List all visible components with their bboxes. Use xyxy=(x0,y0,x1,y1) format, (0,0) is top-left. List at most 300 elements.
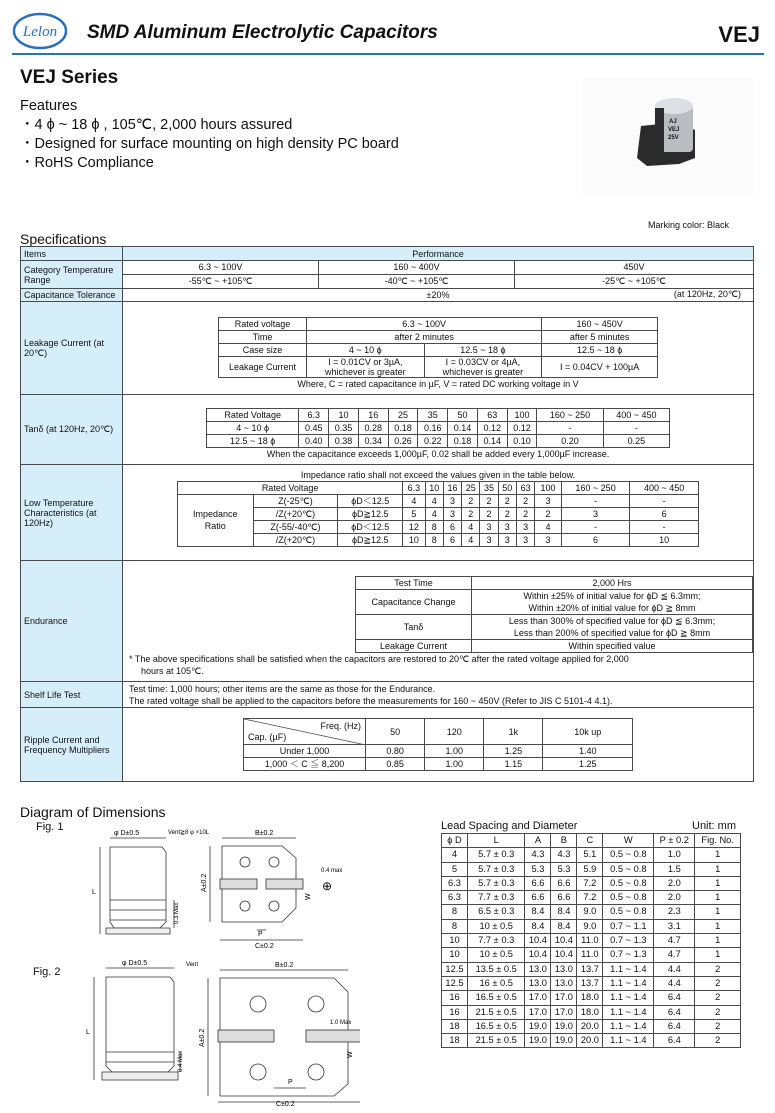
table-cell: ϕ D xyxy=(442,834,468,848)
tand-row xyxy=(21,395,754,465)
table-cell: 4 xyxy=(403,494,425,507)
table-cell: 6 xyxy=(561,533,630,546)
max-label: 1.0 Max xyxy=(330,1020,352,1026)
l-label: L xyxy=(86,1029,90,1036)
table-cell: 12 xyxy=(403,520,425,533)
table-cell: 1.1 ~ 1.4 xyxy=(603,962,654,976)
shelf-line: Test time: 1,000 hours; other items are the same as those for the Endurance. xyxy=(129,683,436,694)
table-cell: 1 xyxy=(695,934,741,948)
table-cell: 1 xyxy=(695,905,741,919)
table-cell: 1 xyxy=(695,891,741,905)
table-cell: 160 ~ 250 xyxy=(561,481,630,494)
table-cell: - xyxy=(537,421,603,434)
lowtemp-intro: Impedance ratio shall not exceed the values given in the table below. xyxy=(300,469,576,480)
table-cell: 8 xyxy=(425,520,443,533)
table-cell: 12.5 xyxy=(442,976,468,990)
table-cell: 2 xyxy=(516,507,534,520)
table-cell: 0.85 xyxy=(366,758,425,771)
table-cell: 63 xyxy=(516,481,534,494)
table-cell: 2 xyxy=(498,494,516,507)
table-cell: 3 xyxy=(516,520,534,533)
table-cell: - xyxy=(561,520,630,533)
marking-line: 25V xyxy=(668,135,679,141)
cap-header: Cap. (µF) xyxy=(248,732,287,742)
table-cell: 7.7 ± 0.3 xyxy=(467,934,524,948)
ripple-data-row xyxy=(244,745,633,758)
table-cell: 0.45 xyxy=(299,421,329,434)
endurance-cell xyxy=(123,561,754,682)
table-cell: 8.4 xyxy=(525,919,551,933)
lowtemp-label xyxy=(21,465,123,561)
table-cell: 19.0 xyxy=(551,1019,577,1033)
lowtemp-cell xyxy=(123,465,754,561)
cell-line: whichever is greater xyxy=(325,366,406,377)
lead-table-title: Lead Spacing and Diameter xyxy=(441,820,578,832)
cell: Capacitance Change xyxy=(356,589,472,614)
vent-label: Vent xyxy=(186,962,199,968)
label-line: Impedance xyxy=(193,509,238,519)
cell: I = 0.04CV + 100µA xyxy=(542,356,658,377)
table-cell: 2.3 xyxy=(654,905,695,919)
p-label: P xyxy=(258,931,263,938)
table-cell: 8 xyxy=(425,533,443,546)
cell: Rated voltage xyxy=(219,317,307,330)
endurance-row xyxy=(21,561,754,682)
table-row xyxy=(442,991,741,1005)
table-cell: 17.0 xyxy=(525,991,551,1005)
cell: 10k up xyxy=(543,719,633,745)
table-cell: 17.0 xyxy=(551,1005,577,1019)
table-cell: Z(-25℃) xyxy=(253,494,338,507)
table-row xyxy=(442,862,741,876)
table-cell: 0.16 xyxy=(418,421,448,434)
table-cell: 12.5 ~ 18 ϕ xyxy=(207,434,299,447)
table-cell: A xyxy=(525,834,551,848)
table-cell: 10 xyxy=(442,934,468,948)
table-cell: 0.40 xyxy=(299,434,329,447)
lelon-logo xyxy=(12,12,68,50)
table-cell: 12.5 xyxy=(442,962,468,976)
table-cell: 10 xyxy=(442,948,468,962)
a-label: A±0.2 xyxy=(199,1028,206,1047)
table-cell: 0.25 xyxy=(603,434,669,447)
table-cell: 18.0 xyxy=(577,1005,603,1019)
table-cell: 4.4 xyxy=(654,962,695,976)
table-cell: Fig. No. xyxy=(695,834,741,848)
temp-text: -40℃ ~ +105℃ xyxy=(319,274,514,288)
table-row xyxy=(442,934,741,948)
table-cell: 6.6 xyxy=(551,891,577,905)
b-label: B±0.2 xyxy=(255,830,274,837)
cell-line: Within ±20% of initial value for ϕD ≧ 8mm xyxy=(528,602,696,613)
table-cell: 8.4 xyxy=(551,905,577,919)
table-cell: 21.5 ± 0.5 xyxy=(467,1005,524,1019)
cell: 6.3 ~ 100V xyxy=(307,317,542,330)
table-cell: 8.4 xyxy=(525,905,551,919)
table-cell: 0.5 ~ 0.8 xyxy=(603,891,654,905)
table-cell: 11.0 xyxy=(577,934,603,948)
feature-item: ・RoHS Compliance xyxy=(20,155,154,171)
lowtemp-data-row xyxy=(178,520,699,533)
table-cell: 17.0 xyxy=(551,991,577,1005)
table-cell: 16.5 ± 0.5 xyxy=(467,1019,524,1033)
table-cell: 7.2 xyxy=(577,891,603,905)
table-cell: 0.28 xyxy=(358,421,388,434)
freq-header: Freq. (Hz) xyxy=(320,721,361,731)
series-title: VEJ Series xyxy=(20,67,119,88)
marking-color-note: Marking color: Black xyxy=(648,220,730,230)
table-cell: 17.0 xyxy=(525,1005,551,1019)
label-line: Frequency Multipliers xyxy=(24,744,110,755)
table-cell: /Z(+20℃) xyxy=(253,507,338,520)
leakage-note: Where, C = rated capacitance in µF, V = rated DC working voltage in V xyxy=(297,378,579,389)
table-cell: 13.7 xyxy=(577,962,603,976)
table-cell: 3 xyxy=(480,533,498,546)
table-cell: 4 xyxy=(425,507,443,520)
table-cell: 1 xyxy=(695,848,741,862)
table-cell: 1.1 ~ 1.4 xyxy=(603,1005,654,1019)
table-cell: 8 xyxy=(442,905,468,919)
specifications-title: Specifications xyxy=(20,231,107,247)
lead-body xyxy=(442,848,741,1048)
fig2-top-view xyxy=(208,970,360,1102)
feature-item: ・Designed for surface mounting on high density PC board xyxy=(20,136,399,152)
table-cell: 6.5 ± 0.3 xyxy=(467,905,524,919)
max-label: 0.3 Max xyxy=(174,902,180,924)
table-cell: 2 xyxy=(695,962,741,976)
polarity-plus-icon: ⊕ xyxy=(322,879,333,893)
tand-data-row xyxy=(207,421,670,434)
a-label: A±0.2 xyxy=(201,873,208,892)
cell: 2,000 Hrs xyxy=(472,576,753,589)
table-cell: 0.34 xyxy=(358,434,388,447)
table-cell: 13.5 ± 0.5 xyxy=(467,962,524,976)
table-cell: 1 xyxy=(695,876,741,890)
phi-d-label: φ D±0.5 xyxy=(114,830,140,837)
table-row xyxy=(442,962,741,976)
label-line: Ripple Current and xyxy=(24,734,100,745)
table-cell: 50 xyxy=(448,408,478,421)
table-cell: 6.4 xyxy=(654,1019,695,1033)
fig2-label: Fig. 2 xyxy=(33,966,61,978)
table-cell: 13.0 xyxy=(525,976,551,990)
table-cell: 1.5 xyxy=(654,862,695,876)
table-cell: 10 xyxy=(425,481,443,494)
features-block xyxy=(20,97,399,173)
lowtemp-data-row xyxy=(178,507,699,520)
table-cell: 63 xyxy=(477,408,507,421)
leakage-table xyxy=(218,317,658,378)
table-cell: 6.6 xyxy=(525,876,551,890)
table-cell: 1 xyxy=(695,862,741,876)
tand-table xyxy=(206,408,670,448)
table-cell: 0.5 ~ 0.8 xyxy=(603,848,654,862)
table-cell: 6.4 xyxy=(654,1034,695,1048)
table-cell: 1.25 xyxy=(543,758,633,771)
lowtemp-table xyxy=(177,481,699,547)
table-cell: 1.00 xyxy=(425,745,484,758)
cell: 1k xyxy=(484,719,543,745)
table-cell: 1 xyxy=(695,948,741,962)
lead-header-row xyxy=(442,834,741,848)
cell: Time xyxy=(219,330,307,343)
table-cell: 10.4 xyxy=(525,934,551,948)
table-cell: 400 ~ 450 xyxy=(603,408,669,421)
table-cell: 2 xyxy=(695,1005,741,1019)
table-row xyxy=(442,948,741,962)
table-cell: 9.0 xyxy=(577,919,603,933)
table-cell: 2 xyxy=(695,991,741,1005)
table-cell: 16 xyxy=(443,481,461,494)
cell-line: Less than 300% of specified value for ϕD ≦ 6.3mm; xyxy=(508,615,716,626)
vent-label: Vent≧8 φ ×10L xyxy=(168,830,210,836)
dimensions-title: Diagram of Dimensions xyxy=(20,804,166,820)
table-cell: 2.0 xyxy=(654,891,695,905)
cell: Test Time xyxy=(356,576,472,589)
table-cell: 16.5 ± 0.5 xyxy=(467,991,524,1005)
table-cell: 100 xyxy=(507,408,537,421)
table-cell: 2 xyxy=(695,976,741,990)
table-cell: 1.25 xyxy=(484,745,543,758)
endurance-note: * The above specifications shall be satisfied when the capacitors are restored to 20℃ after the rated voltage applied for 2,000 xyxy=(129,653,629,664)
table-cell: 3 xyxy=(480,520,498,533)
specifications-table xyxy=(20,246,754,782)
cat-temp-cell xyxy=(123,261,319,289)
cell xyxy=(472,614,753,639)
table-cell: 0.14 xyxy=(448,421,478,434)
table-cell: 4 xyxy=(462,520,480,533)
table-cell: 3 xyxy=(535,533,562,546)
cell: 160 ~ 450V xyxy=(542,317,658,330)
table-cell: 0.7 ~ 1.3 xyxy=(603,948,654,962)
table-cell: 16 xyxy=(358,408,388,421)
p-label: P xyxy=(288,1079,293,1086)
table-cell: 0.5 ~ 0.8 xyxy=(603,862,654,876)
table-cell: 0.12 xyxy=(507,421,537,434)
table-cell: Rated Voltage xyxy=(207,408,299,421)
table-cell: 21.5 ± 0.5 xyxy=(467,1034,524,1048)
cap-tol-row xyxy=(21,289,754,302)
table-cell: 0.22 xyxy=(418,434,448,447)
table-cell: 5.1 xyxy=(577,848,603,862)
spec-header-row xyxy=(21,247,754,261)
table-cell: 2 xyxy=(516,494,534,507)
table-cell: 10.4 xyxy=(551,934,577,948)
table-cell: 13.0 xyxy=(525,962,551,976)
table-cell: 16 ± 0.5 xyxy=(467,976,524,990)
table-cell: ϕD＜12.5 xyxy=(338,494,403,507)
fig1-label: Fig. 1 xyxy=(36,821,64,833)
table-cell: 3 xyxy=(498,520,516,533)
table-cell: 6.3 xyxy=(299,408,329,421)
lowtemp-data-row xyxy=(178,533,699,546)
table-row xyxy=(442,1034,741,1048)
l-label: L xyxy=(92,889,96,896)
table-cell: 4 xyxy=(442,848,468,862)
cat-temp-row xyxy=(21,261,754,289)
table-cell: 13.0 xyxy=(551,962,577,976)
phi-d-label: φ D±0.5 xyxy=(122,960,148,967)
series-code: VEJ xyxy=(718,22,760,47)
table-cell: 3 xyxy=(516,533,534,546)
cell: Leakage Current xyxy=(356,639,472,652)
table-cell: 19.0 xyxy=(525,1034,551,1048)
capacitor-image xyxy=(583,78,753,196)
table-cell: 10 ± 0.5 xyxy=(467,948,524,962)
cell xyxy=(307,356,425,377)
table-cell: 1,000 ＜ C ≦ 8,200 xyxy=(244,758,366,771)
table-cell: 0.14 xyxy=(477,434,507,447)
table-cell: 19.0 xyxy=(525,1019,551,1033)
table-row xyxy=(442,891,741,905)
lead-spacing-table xyxy=(441,833,741,1048)
table-cell: ϕD≧12.5 xyxy=(338,533,403,546)
table-cell: 16 xyxy=(442,1005,468,1019)
table-cell: L xyxy=(467,834,524,848)
table-cell: 1 xyxy=(695,919,741,933)
table-cell: 6.6 xyxy=(525,891,551,905)
table-cell: 10.4 xyxy=(525,948,551,962)
table-row xyxy=(442,1019,741,1033)
capacitor-photo xyxy=(583,78,753,196)
table-cell: 2 xyxy=(462,507,480,520)
table-cell: 2 xyxy=(480,494,498,507)
shelf-cell xyxy=(123,682,754,708)
cat-temp-label: Category Temperature Range xyxy=(21,261,123,289)
features-heading: Features xyxy=(20,98,78,114)
table-cell: 4.7 xyxy=(654,948,695,962)
table-cell: 35 xyxy=(418,408,448,421)
table-cell: 5.7 ± 0.3 xyxy=(467,876,524,890)
table-cell: 160 ~ 250 xyxy=(537,408,603,421)
table-row xyxy=(442,905,741,919)
table-cell: B xyxy=(551,834,577,848)
lowtemp-data-row xyxy=(178,494,699,507)
table-cell: Under 1,000 xyxy=(244,745,366,758)
table-row xyxy=(442,1005,741,1019)
table-cell: 6.3 xyxy=(442,876,468,890)
table-cell: 2 xyxy=(498,507,516,520)
table-cell: 6.4 xyxy=(654,991,695,1005)
table-cell: 2 xyxy=(480,507,498,520)
w-label: W xyxy=(347,1051,354,1058)
table-cell: 0.7 ~ 1.1 xyxy=(603,919,654,933)
table-cell: 5.3 xyxy=(525,862,551,876)
table-cell: 0.18 xyxy=(388,421,418,434)
logo-text: Lelon xyxy=(22,24,58,40)
table-cell: ϕD＜12.5 xyxy=(338,520,403,533)
table-cell: 10 xyxy=(403,533,425,546)
feature-item: ・4 ϕ ~ 18 ϕ , 105℃, 2,000 hours assured xyxy=(20,117,293,133)
table-cell: 1.40 xyxy=(543,745,633,758)
table-cell: 10 xyxy=(630,533,699,546)
ripple-table xyxy=(243,718,633,771)
table-cell: 10 ± 0.5 xyxy=(467,919,524,933)
table-cell: 4.3 xyxy=(551,848,577,862)
ripple-cell xyxy=(123,708,754,782)
table-cell: 4.4 xyxy=(654,976,695,990)
lowtemp-row xyxy=(21,465,754,561)
table-cell: 9.0 xyxy=(577,905,603,919)
fig2-side-view xyxy=(94,968,180,1080)
table-cell: 10 xyxy=(329,408,359,421)
lowtemp-header-row xyxy=(178,481,699,494)
table-cell: W xyxy=(603,834,654,848)
table-cell: 6 xyxy=(443,520,461,533)
table-cell: 2 xyxy=(695,1019,741,1033)
table-cell: 1.1 ~ 1.4 xyxy=(603,1019,654,1033)
table-cell: P ± 0.2 xyxy=(654,834,695,848)
table-cell: 3.1 xyxy=(654,919,695,933)
table-cell: 0.5 ~ 0.8 xyxy=(603,876,654,890)
endurance-label: Endurance xyxy=(21,561,123,682)
b-label: B±0.2 xyxy=(275,962,294,969)
tand-header-row xyxy=(207,408,670,421)
table-cell: 5.7 ± 0.3 xyxy=(467,862,524,876)
table-cell: 19.0 xyxy=(551,1034,577,1048)
lead-table-unit: Unit: mm xyxy=(692,820,736,832)
table-cell: 2.0 xyxy=(654,876,695,890)
table-cell: 0.38 xyxy=(329,434,359,447)
table-cell: 400 ~ 450 xyxy=(630,481,699,494)
cell xyxy=(424,356,542,377)
table-cell: 3 xyxy=(443,494,461,507)
page-header xyxy=(12,12,764,56)
table-cell: ϕD≧12.5 xyxy=(338,507,403,520)
tand-note: When the capacitance exceeds 1,000µF, 0.02 shall be added every 1,000µF increase. xyxy=(266,448,610,459)
cat-temp-cell xyxy=(319,261,515,289)
impedance-ratio-label xyxy=(178,494,254,546)
label-line: Ratio xyxy=(204,521,226,531)
table-cell: 3 xyxy=(535,494,562,507)
cell: 50 xyxy=(366,719,425,745)
temp-text: -25℃ ~ +105℃ xyxy=(515,274,753,288)
table-cell: 3 xyxy=(443,507,461,520)
table-cell: 1.1 ~ 1.4 xyxy=(603,991,654,1005)
table-cell: 8 xyxy=(442,919,468,933)
performance-header: Performance xyxy=(123,247,754,261)
table-cell: C xyxy=(577,834,603,848)
range-text: 160 ~ 400V xyxy=(393,262,440,272)
table-cell: 0.5 ~ 0.8 xyxy=(603,905,654,919)
table-cell: 0.26 xyxy=(388,434,418,447)
table-cell: 4 xyxy=(425,494,443,507)
cell: Tanδ xyxy=(356,614,472,639)
cell-line: whichever is greater xyxy=(442,366,524,377)
cell: Leakage Current xyxy=(219,356,307,377)
max-label: 0.4 max xyxy=(321,868,343,874)
table-cell: Rated Voltage xyxy=(178,481,403,494)
table-cell: 16 xyxy=(442,991,468,1005)
leakage-row xyxy=(21,302,754,395)
cell xyxy=(472,589,753,614)
table-cell: 6.3 xyxy=(442,891,468,905)
table-cell: Z(-55/-40℃) xyxy=(253,520,338,533)
cell: Case size xyxy=(219,343,307,356)
table-cell: 35 xyxy=(480,481,498,494)
table-cell: 3 xyxy=(561,507,630,520)
w-label: W xyxy=(305,893,312,900)
table-cell: 2 xyxy=(462,494,480,507)
tand-cell xyxy=(123,395,754,465)
table-cell: 0.80 xyxy=(366,745,425,758)
table-cell: 1.00 xyxy=(425,758,484,771)
table-cell: 11.0 xyxy=(577,948,603,962)
cap-tol-value: ±20% xyxy=(426,290,450,300)
tand-data-row xyxy=(207,434,670,447)
table-cell: 7.7 ± 0.3 xyxy=(467,891,524,905)
marking-line: VEJ xyxy=(668,127,680,133)
